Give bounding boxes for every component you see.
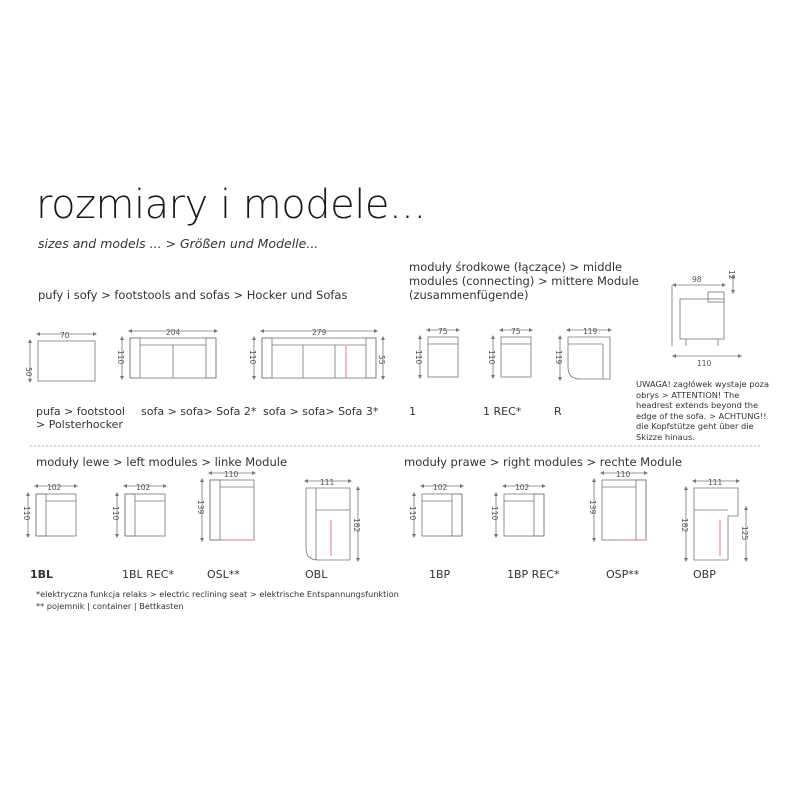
module-1blrec-outline <box>125 494 165 536</box>
dim-pufa-h: 50 <box>24 367 33 377</box>
label-pufa <box>36 405 125 431</box>
module-osp-outline <box>602 480 646 540</box>
dim-obl-w: 111 <box>320 478 335 487</box>
page-title: rozmiary i modele... <box>36 182 426 228</box>
dim-pufa-w: 70 <box>60 331 70 340</box>
dim-side-top: 12 <box>727 270 736 280</box>
page-subtitle: sizes and models ... > Größen und Modelle... <box>38 236 319 251</box>
section-middle-line-1: moduły środkowe (łączące) > middle <box>409 260 623 274</box>
label-osp: OSP** <box>606 568 640 581</box>
middle-1-outline <box>428 337 458 377</box>
dim-m1rec-h: 110 <box>487 350 496 365</box>
label-1bl: 1BL <box>30 568 54 581</box>
dim-1blrec-h: 110 <box>111 506 120 521</box>
middle-1rec-outline <box>501 337 531 377</box>
module-obp-outline <box>694 488 738 560</box>
dim-1bp-w: 102 <box>433 483 448 492</box>
headrest-note: UWAGA! zagłówek wystaje poza obrys > ATTENTION! The headrest extends beyond the edge of the sofa. > ACHTUNG!! die Kopfstütze geht über die Skizze hinaus. <box>636 379 770 442</box>
label-1blrec: 1BL REC* <box>122 568 174 581</box>
dim-obp-h: 182 <box>680 518 689 533</box>
section-right-modules: moduły prawe > right modules > rechte Module <box>404 455 682 469</box>
dim-side-w: 98 <box>692 275 702 284</box>
module-obl-outline <box>306 488 350 560</box>
label-middle-r: R <box>554 405 562 418</box>
label-1bprec: 1BP REC* <box>507 568 560 581</box>
footnote-container: ** pojemnik | container | Bettkasten <box>36 601 184 611</box>
dim-mr-h: 119 <box>554 350 563 365</box>
footnote-reclining: *elektryczna funkcja relaks > electric reclining seat > elektrische Entspannungsfunktion <box>36 589 399 599</box>
footnotes <box>36 588 399 612</box>
dim-osp-w: 110 <box>616 470 631 479</box>
sofa3-outline <box>262 338 376 378</box>
section-footstools-sofas: pufy i sofy > footstools and sofas > Hocker und Sofas <box>38 288 348 302</box>
dim-osl-h: 139 <box>196 500 205 515</box>
label-pufa-line-1: pufa > footstool <box>36 405 125 418</box>
dim-sofa2-w: 204 <box>166 328 181 337</box>
side-view-outline <box>680 299 724 339</box>
module-1bprec-outline <box>504 494 544 536</box>
dim-sofa3-w: 279 <box>312 328 327 337</box>
dim-m1rec-w: 75 <box>511 327 521 336</box>
dim-side-bottom: 110 <box>697 359 712 368</box>
dim-sofa2-h: 110 <box>116 350 125 365</box>
section-left-modules: moduły lewe > left modules > linke Module <box>36 455 288 469</box>
dim-m1-h: 110 <box>414 350 423 365</box>
label-osl: OSL** <box>207 568 240 581</box>
dim-sofa3-r: 55 <box>377 355 386 365</box>
dim-osl-w: 110 <box>224 470 239 479</box>
section-middle-line-2: modules (connecting) > mittere Module <box>409 274 639 288</box>
dim-m1-w: 75 <box>438 327 448 336</box>
label-sofa3: sofa > sofa> Sofa 3* <box>263 405 379 418</box>
dim-1bprec-w: 102 <box>515 483 530 492</box>
dim-osp-h: 139 <box>588 500 597 515</box>
label-obp: OBP <box>693 568 716 581</box>
dim-obl-h: 182 <box>352 518 361 533</box>
pufa-outline <box>38 341 95 381</box>
module-1bl-outline <box>36 494 76 536</box>
dim-1bl-h: 110 <box>22 506 31 521</box>
dim-1bprec-h: 110 <box>490 506 499 521</box>
dim-obp-w: 111 <box>708 478 723 487</box>
label-middle-1: 1 <box>409 405 416 418</box>
dim-1bp-h: 110 <box>408 506 417 521</box>
section-middle-line-3: (zusammenfügende) <box>409 288 529 302</box>
dim-1bl-w: 102 <box>47 483 62 492</box>
dim-sofa3-h: 110 <box>248 350 257 365</box>
label-1bp: 1BP <box>429 568 451 581</box>
label-sofa2: sofa > sofa> Sofa 2* <box>141 405 257 418</box>
dim-obp-r: 125 <box>740 526 749 541</box>
middle-r-outline <box>568 337 610 379</box>
module-osl-outline <box>210 480 254 540</box>
module-1bp-outline <box>422 494 462 536</box>
dim-mr-w: 119 <box>583 327 598 336</box>
label-obl: OBL <box>305 568 328 581</box>
label-pufa-line-2: > Polsterhocker <box>36 418 123 431</box>
label-middle-1rec: 1 REC* <box>483 405 522 418</box>
dim-1blrec-w: 102 <box>136 483 151 492</box>
